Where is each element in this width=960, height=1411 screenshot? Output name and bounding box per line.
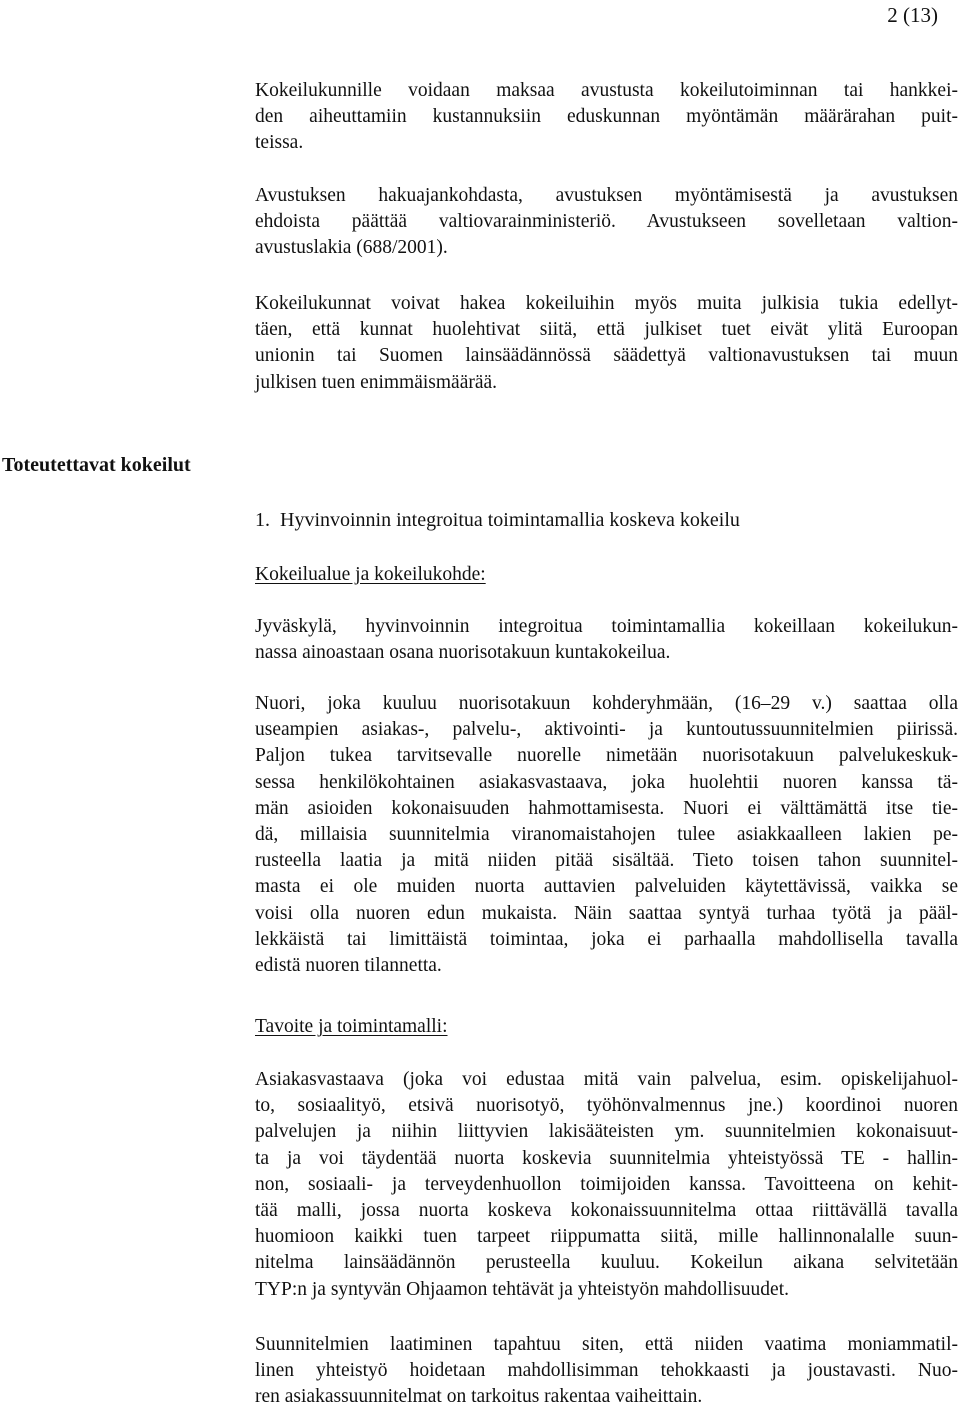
text-line: linen yhteistyö hoidetaan mahdollisimman tehokkaasti ja joustavasti. Nuo- bbox=[255, 1360, 958, 1382]
text-line: nassa ainoastaan osana nuorisotakuun kuntakokeilua. bbox=[255, 642, 671, 664]
text-line: täen, että kunnat huolehtivat siitä, että julkiset tuet eivät ylitä Euroopan bbox=[255, 319, 958, 341]
text-line: teissa. bbox=[255, 132, 304, 154]
paragraph-youth bbox=[255, 691, 958, 979]
subheading-goal: Tavoite ja toimintamalli: bbox=[255, 1016, 448, 1037]
text-line: män asioiden kokonaisuuden hahmottamisesta. Nuori ei välttämättä itse tie- bbox=[255, 797, 958, 819]
item-title: 1. Hyvinvoinnin integroitua toimintamallia koskeva kokeilu bbox=[255, 509, 740, 531]
text-line: avustuslakia (688/2001). bbox=[255, 237, 448, 259]
text-line: voisi olla nuoren edun mukaista. Näin saattaa syntyä turhaa työtä ja pääl- bbox=[255, 902, 958, 924]
text-line: Kokeilukunnat voivat hakea kokeiluihin myös muita julkisia tukia edellyt- bbox=[255, 293, 958, 314]
paragraph-application bbox=[255, 183, 958, 262]
text-line: huomioon kaikki tuen tarpeet riippumatta siitä, mille hallinnonalalle suun- bbox=[255, 1226, 958, 1248]
subheading-goal-wrapper bbox=[255, 1014, 958, 1040]
text-line: tää malli, jossa nuorta koskeva kokonaissuunnitelma ottaa riittävällä tavalla bbox=[255, 1200, 958, 1222]
text-line: Nuori, joka kuuluu nuorisotakuun kohderyhmään, (16–29 v.) saattaa olla bbox=[255, 693, 958, 714]
paragraph-planning bbox=[255, 1332, 958, 1411]
text-line: dä, millaisia suunnitelmia viranomaistahojen tulee asiakkaalleen lakien pe- bbox=[255, 824, 958, 846]
text-line: non, sosiaali- ja terveydenhuollon toimijoiden kanssa. Tavoitteena on kehit- bbox=[255, 1173, 958, 1195]
paragraph-jyvaskyla bbox=[255, 614, 958, 666]
text-line: edistä nuoren tilannetta. bbox=[255, 955, 442, 977]
text-line: nitelma lainsäädännön perusteella kuuluu. Kokeilun aikana selvitetään bbox=[255, 1252, 958, 1274]
subheading-area-wrapper bbox=[255, 562, 958, 588]
paragraph-other-support bbox=[255, 291, 958, 396]
text-line: ta ja voi täydentää nuorta koskevia suunnitelmia yhteistyössä TE - hallin- bbox=[255, 1147, 958, 1169]
paragraph-funding bbox=[255, 78, 958, 157]
text-line: palvelujen ja niihin liittyvien lakisääteisten ym. suunnitelmien kokonaisuut- bbox=[255, 1121, 958, 1143]
text-line: ehdoista päättää valtiovarainministeriö. Avustukseen sovelletaan valtion- bbox=[255, 211, 958, 233]
text-line: julkisen tuen enimmäismäärää. bbox=[255, 371, 498, 393]
section-heading: Toteutettavat kokeilut bbox=[2, 454, 191, 476]
text-line: Suunnitelmien laatiminen tapahtuu siten, että niiden vaatima moniammatil- bbox=[255, 1334, 958, 1355]
text-line: masta ei ole muiden nuorta auttavien palveluiden käytettävissä, vaikka se bbox=[255, 876, 958, 898]
text-line: sessa henkilökohtainen asiakasvastaava, joka huolehtii nuoren kanssa tä- bbox=[255, 771, 958, 793]
text-line: useampien asiakas-, palvelu-, aktivointi- ja kuntoutussuunnitelmien piirissä. bbox=[255, 719, 958, 741]
text-line: Kokeilukunnille voidaan maksaa avustusta kokeilutoiminnan tai hankkei- bbox=[255, 80, 958, 101]
paragraph-case-manager bbox=[255, 1067, 958, 1303]
text-line: lekkäistä tai limittäistä toimintaa, joka ei parhaalla mahdollisella tavalla bbox=[255, 928, 958, 950]
text-line: Jyväskylä, hyvinvoinnin integroitua toimintamallia kokeillaan kokeilukun- bbox=[255, 616, 958, 637]
subheading-area: Kokeilualue ja kokeilukohde: bbox=[255, 564, 486, 585]
page-number: 2 (13) bbox=[887, 3, 938, 27]
text-line: Asiakasvastaava (joka voi edustaa mitä vain palvelua, esim. opiskelijahuol- bbox=[255, 1069, 958, 1090]
text-line: den aiheuttamiin kustannuksiin eduskunnan myöntämän määrärahan puit- bbox=[255, 106, 958, 128]
text-line: unionin tai Suomen lainsäädännössä säädettyä valtionavustuksen tai muun bbox=[255, 345, 958, 367]
text-line: Avustuksen hakuajankohdasta, avustuksen myöntämisestä ja avustuksen bbox=[255, 185, 958, 206]
text-line: rusteella laatia ja mitä niiden pitää sisältää. Tieto toisen tahon suunnitel- bbox=[255, 850, 958, 872]
text-line: to, sosiaalityö, etsivä nuorisotyö, työhönvalmennus jne.) koordinoi nuoren bbox=[255, 1095, 958, 1117]
text-line: ren asiakassuunnitelmat on tarkoitus rakentaa vaiheittain. bbox=[255, 1386, 703, 1408]
text-line: TYP:n ja syntyvän Ohjaamon tehtävät ja yhteistyön mahdollisuudet. bbox=[255, 1278, 789, 1300]
text-line: Paljon tukea tarvitsevalle nuorelle nimetään nuorisotakuun palvelukeskuk- bbox=[255, 745, 958, 767]
